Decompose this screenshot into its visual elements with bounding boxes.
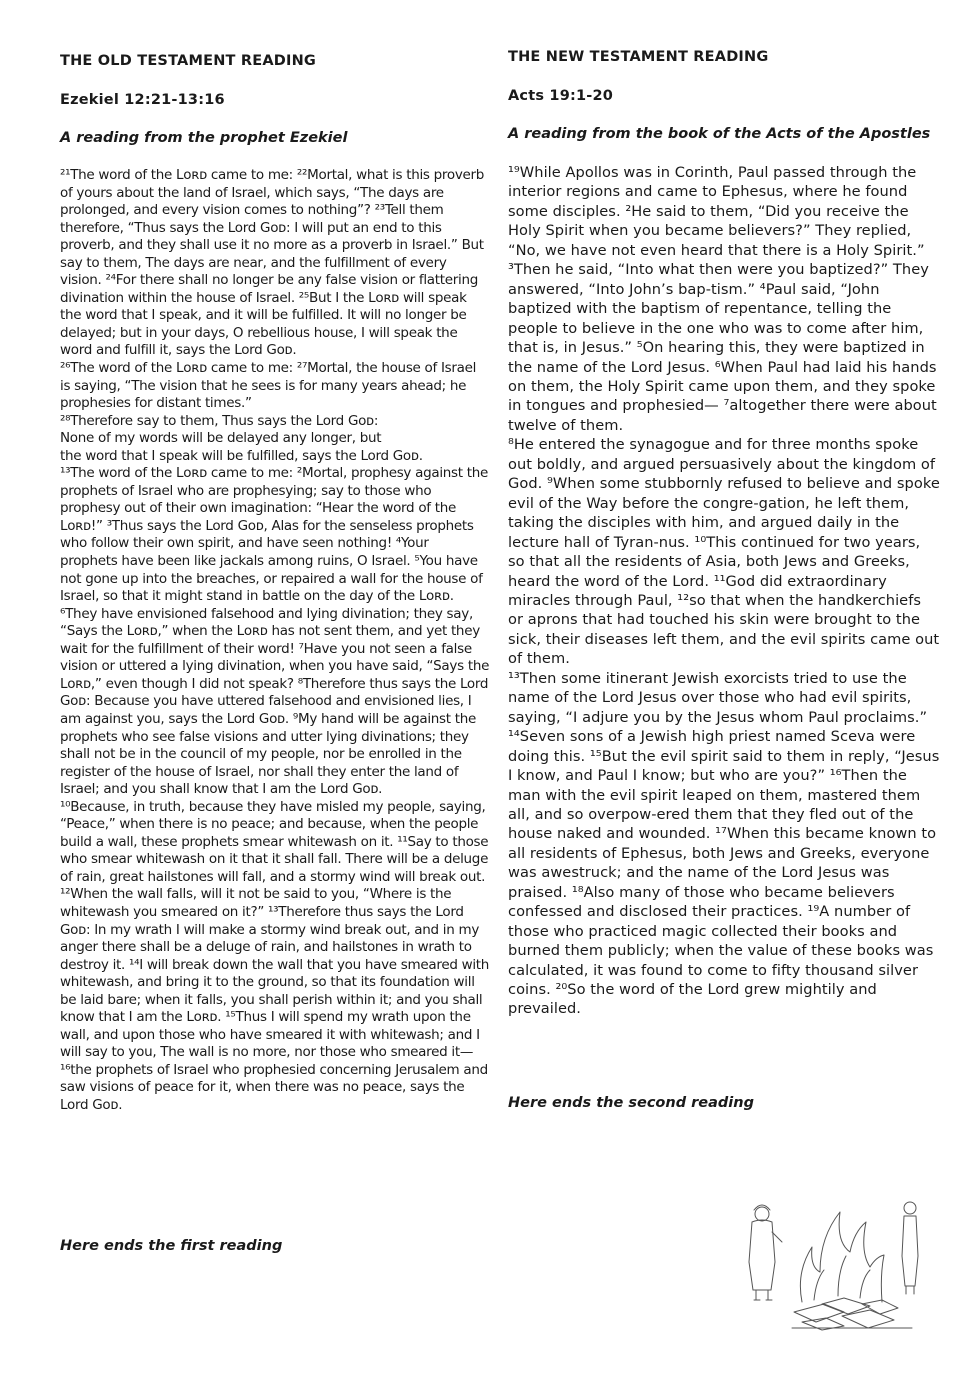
old-poem-line: ²⁸Therefore say to them, Thus says the Lord Gᴏᴅ: [60, 412, 379, 429]
second-reading-end: Here ends the second reading [508, 1095, 754, 1111]
old-testament-intro: A reading from the prophet Ezekiel [60, 130, 348, 146]
new-testament-heading: THE NEW TESTAMENT READING [508, 49, 769, 65]
book-burning-illustration-icon [742, 1192, 928, 1332]
old-paragraph: ²⁶The word of the Lᴏʀᴅ came to me: ²⁷Mortal, the house of Israel is saying, “The vision that he sees is for many years ahead; he prophesies for distant times.” [60, 360, 477, 412]
old-paragraph: ¹⁰Because, in truth, because they have misled my people, saying, “Peace,” when there is no peace; and because, when the people build a wall, these prophets smear whitewash on it. ¹¹Say to those who smear whitewash on it that it shall fall. There will be a deluge of rain, great hailstones will fall, and a stormy wind will break out. ¹²When the wall falls, will it not be said to you, “Where is the whitewash you smeared on it?” ¹³Therefore thus says the Lord Gᴏᴅ: In my wrath I will make a stormy wind break out, and in my anger there shall be a deluge of rain, and hailstones in wrath to destroy it. ¹⁴I will break down the wall that you have smeared with whitewash, and bring it to the ground, so that its foundation will be laid bare; when it falls, you shall perish within it; and you shall know that I am the Lᴏʀᴅ. ¹⁵Thus I will spend my wrath upon the wall, and upon those who have smeared it with whitewash; and I will say to you, The wall is no more, nor those who smeared it— ¹⁶the prophets of Israel who prophesied concerning Jerusalem and saw visions of peace for it, when there was no peace, says the Lord Gᴏᴅ. [60, 798, 490, 1113]
old-poem-line: None of my words will be delayed any longer, but [60, 430, 382, 447]
new-paragraph: ⁸He entered the synagogue and for three months spoke out boldly, and argued persuasively about the kingdom of God. ⁹When some stubbornly refused to believe and spoke evil of the Way before the congre-gation, he left them, taking the disciples with him, and argued daily in the lecture hall of Tyran-nus. ¹⁰This continued for two years, so that all the residents of Asia, both Jews and Greeks, heard the word of the Lord. ¹¹God did extraordinary miracles through Paul, ¹²so that when the handkerchiefs or aprons that had touched his skin were brought to the sick, their diseases left them, and the evil spirits came out of them. [508, 436, 940, 668]
old-paragraph: ²¹The word of the Lᴏʀᴅ came to me: ²²Mortal, what is this proverb of yours about the land of Israel, which says, “The days are prolonged, and every vision comes to nothing”? ²³Tell them therefore, “Thus says the Lord Gᴏᴅ: I will put an end to this proverb, and they shall use it no more as a proverb in Israel.” But say to them, The days are near, and the fulfillment of every vision. ²⁴For there shall no longer be any false vision or flattering divination within the house of Israel. ²⁵But I the Lᴏʀᴅ will speak the word that I speak, and it will be fulfilled. It will no longer be delayed; but in your days, O rebellious house, I will speak the word and fulfill it, says the Lord Gᴏᴅ. [60, 167, 485, 359]
old-poem-line: the word that I speak will be fulfilled, says the Lord Gᴏᴅ. [60, 447, 423, 464]
new-paragraph: ¹³Then some itinerant Jewish exorcists tried to use the name of the Lord Jesus over those who had evil spirits, saying, “I adjure you by the Jesus whom Paul proclaims.” ¹⁴Seven sons of a Jewish high priest named Sceva were doing this. ¹⁵But the evil spirit said to them in reply, “Jesus I know, and Paul I know; but who are you?” ¹⁶Then the man with the evil spirit leaped on them, mastered them all, and so overpow-ered them that they fled out of the house naked and wounded. ¹⁷When this became known to all residents of Ephesus, both Jews and Greeks, everyone was awestruck; and the name of the Lord Jesus was praised. ¹⁸Also many of those who became believers confessed and disclosed their practices. ¹⁹A number of those who practiced magic collected their books and burned them publicly; when the value of these books was calculated, it was found to come to fifty thousand silver coins. ²⁰So the word of the Lord grew mightily and prevailed. [508, 669, 940, 1018]
old-testament-text [60, 167, 490, 1115]
new-testament-text [508, 163, 940, 1019]
old-testament-heading: THE OLD TESTAMENT READING [60, 53, 317, 69]
old-paragraph: ¹³The word of the Lᴏʀᴅ came to me: ²Mortal, prophesy against the prophets of Israel who are prophesying; say to those who prophesy out of their own imagination: “Hear the word of the Lᴏʀᴅ!” ³Thus says the Lord Gᴏᴅ, Alas for the senseless prophets who follow their own spirit, and have seen nothing! ⁴Your prophets have been like jackals among ruins, O Israel. ⁵You have not gone up into the breaches, or repaired a wall for the house of Israel, so that it might stand in battle on the day of the Lᴏʀᴅ. ⁶They have envisioned falsehood and lying divination; they say, “Says the Lᴏʀᴅ,” when the Lᴏʀᴅ has not sent them, and yet they wait for the fulfillment of their word! ⁷Have you not seen a false vision or uttered a lying divination, when you have said, “Says the Lᴏʀᴅ,” even though I did not speak? ⁸Therefore thus says the Lord Gᴏᴅ: Because you have uttered falsehood and envisioned lies, I am against you, says the Lord Gᴏᴅ. ⁹My hand will be against the prophets who see false visions and utter lying divinations; they shall not be in the council of my people, nor be enrolled in the register of the house of Israel, nor shall they enter the land of Israel; and you shall know that I am the Lord Gᴏᴅ. [60, 465, 490, 798]
new-testament-intro: A reading from the book of the Acts of the Apostles [508, 126, 931, 142]
old-testament-reference: Ezekiel 12:21-13:16 [60, 92, 225, 108]
new-paragraph: ¹⁹While Apollos was in Corinth, Paul passed through the interior regions and came to Ephesus, where he found some disciples. ²He said to them, “Did you receive the Holy Spirit when you became believers?” They replied, “No, we have not even heard that there is a Holy Spirit.” ³Then he said, “Into what then were you baptized?” They answered, “Into John’s bap-tism.” ⁴Paul said, “John baptized with the baptism of repentance, telling the people to believe in the one who was to come after him, that is, in Jesus.” ⁵On hearing this, they were baptized in the name of the Lord Jesus. ⁶When Paul had laid his hands on them, the Holy Spirit came upon them, and they spoke in tongues and prophesied— ⁷altogether there were about twelve of them. [508, 164, 937, 434]
new-testament-reference: Acts 19:1-20 [508, 88, 614, 104]
first-reading-end: Here ends the first reading [60, 1238, 283, 1254]
